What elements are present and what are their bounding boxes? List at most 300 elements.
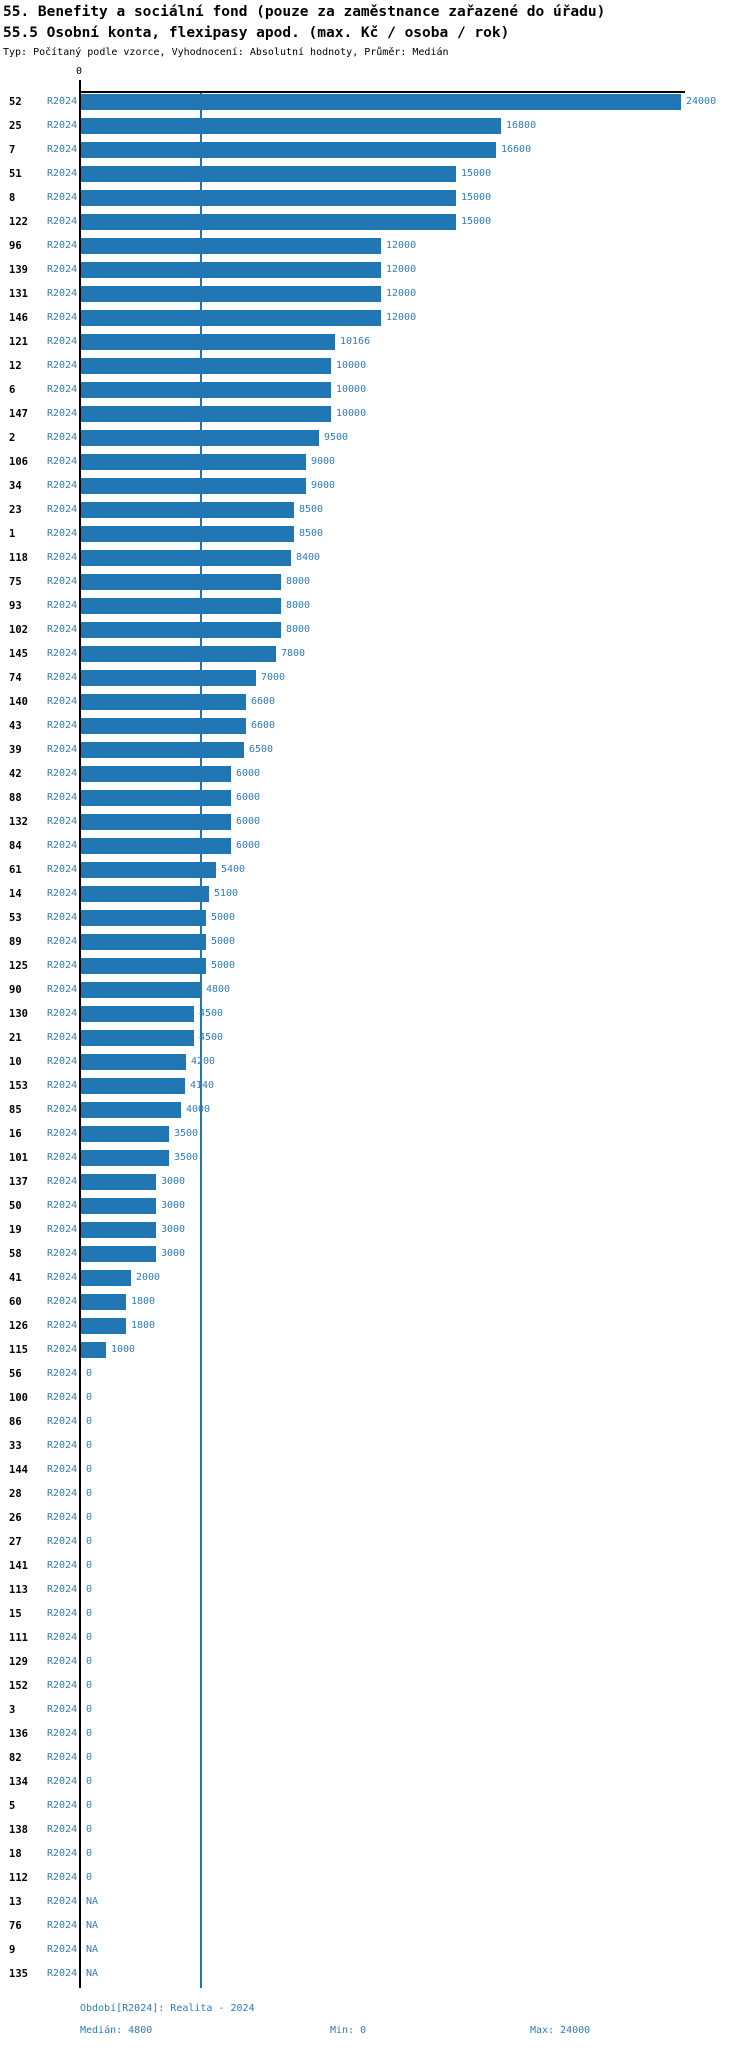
bar-row [0, 1390, 750, 1406]
row-period-label: R2024 [47, 792, 78, 803]
bar-row [0, 454, 750, 470]
row-id-label: 153 [9, 1080, 28, 1092]
bar [81, 886, 209, 902]
bar-value-label: 5400 [221, 864, 246, 875]
row-period-label: R2024 [47, 984, 78, 995]
bar-row [0, 862, 750, 878]
bar-row [0, 1294, 750, 1310]
row-id-label: 132 [9, 816, 28, 828]
row-id-label: 126 [9, 1320, 28, 1332]
bar [81, 430, 319, 446]
row-id-label: 101 [9, 1152, 28, 1164]
bar-value-label: 3000 [161, 1200, 186, 1211]
row-period-label: R2024 [47, 1800, 78, 1811]
row-id-label: 75 [9, 576, 22, 588]
bar-row [0, 1630, 750, 1646]
bar-row [0, 190, 750, 206]
bar-row [0, 790, 750, 806]
bar-row [0, 1894, 750, 1910]
row-id-label: 125 [9, 960, 28, 972]
bar-value-label: 6000 [236, 792, 261, 803]
bar-row [0, 670, 750, 686]
row-period-label: R2024 [47, 1896, 78, 1907]
row-period-label: R2024 [47, 648, 78, 659]
row-period-label: R2024 [47, 336, 78, 347]
bar [81, 1318, 126, 1334]
footer-min-label: Min: 0 [330, 2025, 367, 2036]
bar-row [0, 1054, 750, 1070]
row-period-label: R2024 [47, 1128, 78, 1139]
bar-value-label: NA [86, 1920, 99, 1931]
bar-row [0, 1798, 750, 1814]
row-id-label: 102 [9, 624, 28, 636]
row-id-label: 39 [9, 744, 22, 756]
row-id-label: 27 [9, 1536, 22, 1548]
row-id-label: 121 [9, 336, 28, 348]
bar [81, 670, 256, 686]
bar-row [0, 1678, 750, 1694]
row-period-label: R2024 [47, 624, 78, 635]
bar-row [0, 1726, 750, 1742]
bar [81, 622, 281, 638]
row-id-label: 18 [9, 1848, 22, 1860]
bar [81, 574, 281, 590]
bar-value-label: 12000 [386, 312, 417, 323]
bar-value-label: 10000 [336, 384, 367, 395]
row-period-label: R2024 [47, 264, 78, 275]
bar-value-label: 4200 [191, 1056, 216, 1067]
bar [81, 718, 246, 734]
row-period-label: R2024 [47, 672, 78, 683]
row-id-label: 146 [9, 312, 28, 324]
bar [81, 262, 381, 278]
bar-value-label: 6500 [249, 744, 274, 755]
row-period-label: R2024 [47, 144, 78, 155]
bar [81, 1102, 181, 1118]
bar-value-label: 15000 [461, 192, 492, 203]
row-period-label: R2024 [47, 1560, 78, 1571]
row-period-label: R2024 [47, 1512, 78, 1523]
bar-value-label: 6000 [236, 840, 261, 851]
row-id-label: 140 [9, 696, 28, 708]
bar-value-label: 4500 [199, 1008, 224, 1019]
bar-row [0, 1342, 750, 1358]
row-period-label: R2024 [47, 1752, 78, 1763]
bar-value-label: 0 [86, 1824, 93, 1835]
bar-value-label: 0 [86, 1512, 93, 1523]
bar-value-label: 3000 [161, 1248, 186, 1259]
bar-value-label: 6600 [251, 720, 276, 731]
bar [81, 934, 206, 950]
bar-row [0, 1582, 750, 1598]
bar-value-label: 0 [86, 1536, 93, 1547]
footer-median-label: Medián: 4800 [80, 2025, 153, 2036]
bar-value-label: 8500 [299, 528, 324, 539]
row-id-label: 51 [9, 168, 22, 180]
bar-row [0, 1102, 750, 1118]
bar-value-label: 4500 [199, 1032, 224, 1043]
bar-row [0, 1150, 750, 1166]
row-id-label: 8 [9, 192, 16, 204]
row-period-label: R2024 [47, 432, 78, 443]
bar-row [0, 1942, 750, 1958]
footer-max-label: Max: 24000 [530, 2025, 591, 2036]
bar-row [0, 166, 750, 182]
row-id-label: 61 [9, 864, 22, 876]
bar-value-label: 16800 [506, 120, 537, 131]
bar-row [0, 1030, 750, 1046]
row-id-label: 58 [9, 1248, 22, 1260]
bar-value-label: 8000 [286, 576, 311, 587]
row-period-label: R2024 [47, 480, 78, 491]
bar-row [0, 1750, 750, 1766]
bar [81, 862, 216, 878]
row-period-label: R2024 [47, 168, 78, 179]
row-id-label: 86 [9, 1416, 22, 1428]
bar [81, 1342, 106, 1358]
row-id-label: 113 [9, 1584, 28, 1596]
row-id-label: 10 [9, 1056, 22, 1068]
bar-value-label: 0 [86, 1872, 93, 1883]
row-id-label: 131 [9, 288, 28, 300]
row-period-label: R2024 [47, 1056, 78, 1067]
bar-row [0, 1606, 750, 1622]
bar-row [0, 1198, 750, 1214]
row-id-label: 111 [9, 1632, 28, 1644]
row-id-label: 52 [9, 96, 22, 108]
bar-value-label: 0 [86, 1848, 93, 1859]
row-period-label: R2024 [47, 1848, 78, 1859]
bar-value-label: 2000 [136, 1272, 161, 1283]
row-period-label: R2024 [47, 504, 78, 515]
bar-row [0, 814, 750, 830]
bar [81, 526, 294, 542]
row-id-label: 118 [9, 552, 28, 564]
bar-value-label: 0 [86, 1608, 93, 1619]
row-period-label: R2024 [47, 96, 78, 107]
bar-value-label: 8500 [299, 504, 324, 515]
bar [81, 838, 231, 854]
bar-value-label: 4000 [186, 1104, 211, 1115]
bar [81, 1198, 156, 1214]
bar-value-label: 0 [86, 1752, 93, 1763]
row-id-label: 5 [9, 1800, 16, 1812]
row-id-label: 122 [9, 216, 28, 228]
row-id-label: 56 [9, 1368, 22, 1380]
row-id-label: 89 [9, 936, 22, 948]
row-period-label: R2024 [47, 840, 78, 851]
bar-value-label: 3500 [174, 1128, 199, 1139]
row-period-label: R2024 [47, 744, 78, 755]
bar [81, 454, 306, 470]
row-id-label: 1 [9, 528, 16, 540]
bar-row [0, 646, 750, 662]
row-period-label: R2024 [47, 888, 78, 899]
bar-row [0, 718, 750, 734]
row-period-label: R2024 [47, 1440, 78, 1451]
bar-row [0, 1366, 750, 1382]
row-period-label: R2024 [47, 864, 78, 875]
bar [81, 334, 335, 350]
bar [81, 598, 281, 614]
bar [81, 1246, 156, 1262]
row-period-label: R2024 [47, 1176, 78, 1187]
bar [81, 358, 331, 374]
bar-row [0, 766, 750, 782]
bar-row [0, 118, 750, 134]
row-period-label: R2024 [47, 720, 78, 731]
chart-subtitle: 55.5 Osobní konta, flexipasy apod. (max. Kč / osoba / rok) [3, 25, 510, 41]
bar [81, 1222, 156, 1238]
bar-row [0, 94, 750, 110]
bar-value-label: 3000 [161, 1224, 186, 1235]
chart-meta-line: Typ: Počítaný podle vzorce, Vyhodnocení: Absolutní hodnoty, Průměr: Medián [3, 47, 449, 58]
bar-row [0, 1966, 750, 1982]
bar-value-label: 9500 [324, 432, 349, 443]
bar-row [0, 478, 750, 494]
row-id-label: 33 [9, 1440, 22, 1452]
bar-row [0, 406, 750, 422]
bar-row [0, 598, 750, 614]
row-id-label: 93 [9, 600, 22, 612]
bar-row [0, 238, 750, 254]
row-period-label: R2024 [47, 1104, 78, 1115]
bar-value-label: 0 [86, 1632, 93, 1643]
row-period-label: R2024 [47, 1152, 78, 1163]
bar-row [0, 838, 750, 854]
bar-value-label: 10166 [340, 336, 371, 347]
bar [81, 790, 231, 806]
row-id-label: 19 [9, 1224, 22, 1236]
bar [81, 1078, 185, 1094]
bar-value-label: 8000 [286, 600, 311, 611]
bar [81, 694, 246, 710]
row-id-label: 13 [9, 1896, 22, 1908]
row-period-label: R2024 [47, 768, 78, 779]
bar [81, 550, 291, 566]
bar-row [0, 1510, 750, 1526]
bar-value-label: 0 [86, 1368, 93, 1379]
row-period-label: R2024 [47, 1656, 78, 1667]
bar-row [0, 1270, 750, 1286]
bar-value-label: 1800 [131, 1320, 156, 1331]
row-period-label: R2024 [47, 1080, 78, 1091]
bar-row [0, 1534, 750, 1550]
chart-title: 55. Benefity a sociální fond (pouze za zaměstnance zařazené do úřadu) [3, 4, 606, 20]
row-period-label: R2024 [47, 1224, 78, 1235]
bar-value-label: 5000 [211, 912, 236, 923]
row-period-label: R2024 [47, 216, 78, 227]
row-period-label: R2024 [47, 312, 78, 323]
bar [81, 286, 381, 302]
row-id-label: 135 [9, 1968, 28, 1980]
row-id-label: 50 [9, 1200, 22, 1212]
row-id-label: 41 [9, 1272, 22, 1284]
row-id-label: 6 [9, 384, 16, 396]
bar-row [0, 1846, 750, 1862]
row-period-label: R2024 [47, 360, 78, 371]
bar-value-label: 1800 [131, 1296, 156, 1307]
row-period-label: R2024 [47, 1488, 78, 1499]
bar-value-label: 5000 [211, 936, 236, 947]
row-period-label: R2024 [47, 1536, 78, 1547]
bar [81, 502, 294, 518]
bar-row [0, 1006, 750, 1022]
bar-value-label: 1000 [111, 1344, 136, 1355]
row-id-label: 74 [9, 672, 22, 684]
row-period-label: R2024 [47, 528, 78, 539]
row-period-label: R2024 [47, 120, 78, 131]
row-id-label: 152 [9, 1680, 28, 1692]
bar-value-label: 15000 [461, 168, 492, 179]
bar-row [0, 1174, 750, 1190]
bar-row [0, 430, 750, 446]
bar-row [0, 526, 750, 542]
row-period-label: R2024 [47, 456, 78, 467]
bar-value-label: 15000 [461, 216, 492, 227]
bar-value-label: 0 [86, 1680, 93, 1691]
bar-value-label: 12000 [386, 240, 417, 251]
bar [81, 766, 231, 782]
row-id-label: 43 [9, 720, 22, 732]
bar [81, 406, 331, 422]
bar [81, 958, 206, 974]
x-axis-line [79, 91, 685, 93]
bar-row [0, 1126, 750, 1142]
bar-value-label: 8400 [296, 552, 321, 563]
bar-value-label: 12000 [386, 288, 417, 299]
bar-row [0, 214, 750, 230]
bar [81, 910, 206, 926]
bar [81, 1030, 194, 1046]
row-period-label: R2024 [47, 1272, 78, 1283]
bar-value-label: 0 [86, 1392, 93, 1403]
row-id-label: 147 [9, 408, 28, 420]
bar-value-label: 0 [86, 1704, 93, 1715]
bar-row [0, 262, 750, 278]
bar-row [0, 286, 750, 302]
row-period-label: R2024 [47, 1416, 78, 1427]
bar-value-label: 4800 [206, 984, 231, 995]
bar-row [0, 574, 750, 590]
row-id-label: 137 [9, 1176, 28, 1188]
row-id-label: 14 [9, 888, 22, 900]
row-id-label: 53 [9, 912, 22, 924]
bar-value-label: 0 [86, 1728, 93, 1739]
bar [81, 1006, 194, 1022]
bar [81, 382, 331, 398]
row-id-label: 42 [9, 768, 22, 780]
row-period-label: R2024 [47, 1344, 78, 1355]
bar-value-label: 3000 [161, 1176, 186, 1187]
row-id-label: 12 [9, 360, 22, 372]
row-period-label: R2024 [47, 1368, 78, 1379]
row-id-label: 7 [9, 144, 16, 156]
row-period-label: R2024 [47, 1032, 78, 1043]
bar [81, 310, 381, 326]
bar-value-label: 0 [86, 1584, 93, 1595]
row-id-label: 60 [9, 1296, 22, 1308]
bar-row [0, 1558, 750, 1574]
row-period-label: R2024 [47, 1776, 78, 1787]
row-id-label: 139 [9, 264, 28, 276]
bar-value-label: 10000 [336, 408, 367, 419]
bar-value-label: 0 [86, 1464, 93, 1475]
row-id-label: 2 [9, 432, 16, 444]
row-period-label: R2024 [47, 192, 78, 203]
bar-value-label: 9000 [311, 480, 336, 491]
row-period-label: R2024 [47, 1008, 78, 1019]
row-period-label: R2024 [47, 1728, 78, 1739]
bar-value-label: NA [86, 1968, 99, 1979]
row-id-label: 129 [9, 1656, 28, 1668]
bar-value-label: 0 [86, 1560, 93, 1571]
row-id-label: 115 [9, 1344, 28, 1356]
bar-row [0, 934, 750, 950]
bar [81, 166, 456, 182]
bar [81, 190, 456, 206]
bar [81, 1294, 126, 1310]
bar [81, 142, 496, 158]
row-period-label: R2024 [47, 240, 78, 251]
bar-row [0, 358, 750, 374]
row-id-label: 88 [9, 792, 22, 804]
bar-row [0, 742, 750, 758]
bar-value-label: 0 [86, 1488, 93, 1499]
bar-row [0, 1870, 750, 1886]
row-period-label: R2024 [47, 1920, 78, 1931]
row-id-label: 16 [9, 1128, 22, 1140]
row-id-label: 21 [9, 1032, 22, 1044]
bar-value-label: 7800 [281, 648, 306, 659]
bar-value-label: 12000 [386, 264, 417, 275]
bar-row [0, 1222, 750, 1238]
row-id-label: 84 [9, 840, 22, 852]
row-id-label: 106 [9, 456, 28, 468]
row-period-label: R2024 [47, 1944, 78, 1955]
row-period-label: R2024 [47, 1320, 78, 1331]
row-period-label: R2024 [47, 408, 78, 419]
row-period-label: R2024 [47, 1704, 78, 1715]
bar-row [0, 1822, 750, 1838]
row-period-label: R2024 [47, 912, 78, 923]
bar-row [0, 334, 750, 350]
row-id-label: 138 [9, 1824, 28, 1836]
row-id-label: 85 [9, 1104, 22, 1116]
row-period-label: R2024 [47, 1248, 78, 1259]
bar-value-label: NA [86, 1944, 99, 1955]
bar-row [0, 622, 750, 638]
y-axis-line [79, 91, 81, 1988]
bar-value-label: 4140 [190, 1080, 215, 1091]
row-id-label: 136 [9, 1728, 28, 1740]
bar-row [0, 1414, 750, 1430]
row-id-label: 25 [9, 120, 22, 132]
row-id-label: 134 [9, 1776, 28, 1788]
bar-value-label: 5000 [211, 960, 236, 971]
bar-value-label: 0 [86, 1416, 93, 1427]
row-period-label: R2024 [47, 600, 78, 611]
row-id-label: 96 [9, 240, 22, 252]
bar-row [0, 1702, 750, 1718]
row-id-label: 141 [9, 1560, 28, 1572]
bar-value-label: 5100 [214, 888, 239, 899]
bar [81, 814, 231, 830]
bar-row [0, 142, 750, 158]
row-id-label: 145 [9, 648, 28, 660]
bar [81, 238, 381, 254]
bar-value-label: 16600 [501, 144, 532, 155]
